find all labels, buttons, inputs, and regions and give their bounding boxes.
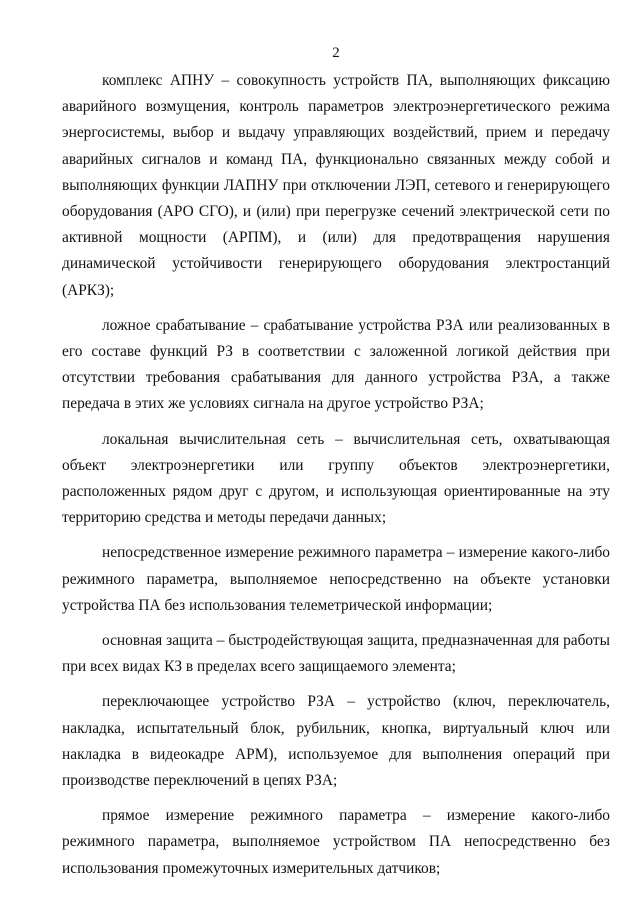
page-number: 2 — [332, 45, 340, 61]
paragraph-main-protection: основная защита – быстродействующая защита, предназначенная для работы при всех видах КЗ в пределах всего защищаемого элемента; — [62, 632, 610, 676]
paragraph-switching-device: переключающее устройство РЗА – устройство (ключ, переключатель, накладка, испытательный блок, рубильник, кнопка, виртуальный ключ или накладка в видеокадре АРМ), используемое для выполнения операций при производстве переключений в цепях РЗА; — [62, 693, 610, 790]
paragraph-false-operation: ложное срабатывание – срабатывание устройства РЗА или реализованных в его составе функций РЗ в соответствии с заложенной логикой действия при отсутствии требования срабатывания для данного устройства РЗА, а также передача в этих же условиях сигнала на другое устройство РЗА; — [62, 316, 610, 413]
paragraph-direct-onsite-measurement: непосредственное измерение режимного параметра – измерение какого-либо режимного параметра, выполняемое непосредственно на объекте установки устройства ПА без использования телеметрической информации; — [62, 544, 610, 614]
paragraph-apnu-complex: комплекс АПНУ – совокупность устройств ПА, выполняющих фиксацию аварийного возмущения, контроль параметров электроэнергетического режима энергосистемы, выбор и выдачу управляющих воздействий, прием и передачу аварийных сигналов и команд ПА, функционально связанных между собой и выполняющих функции ЛАПНУ при отключении ЛЭП, сетевого и генерирующего оборудования (АРО СГО), и (или) при перегрузке сечений электрической сети по активной мощности (АРПМ), и (или) для предотвращения нарушения динамической устойчивости генерирующего оборудования электростанций (АРКЗ); — [62, 72, 610, 299]
paragraph-direct-measurement: прямое измерение режимного параметра – измерение какого-либо режимного параметра, выполняемое устройством ПА непосредственно без использования промежуточных измерительных датчиков; — [62, 807, 610, 877]
paragraph-local-network: локальная вычислительная сеть – вычислительная сеть, охватывающая объект электроэнергетики или группу объектов электроэнергетики, расположенных рядом друг с другом, и использующая ориентированные на эту территорию средства и методы передачи данных; — [62, 430, 610, 527]
